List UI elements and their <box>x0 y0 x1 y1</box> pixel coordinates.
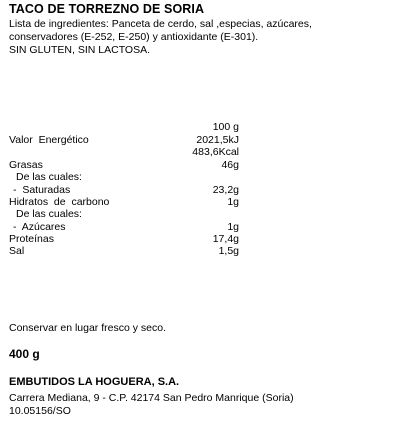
nutrient-name: - Azúcares <box>13 221 66 233</box>
nutrient-name: Sal <box>9 245 25 257</box>
nutrient-value: 1g <box>227 196 239 208</box>
energy-label: Valor Energético <box>9 134 89 146</box>
nutrient-value: 17,4g <box>212 233 239 245</box>
nutrient-value: 46g <box>221 159 239 171</box>
nutrient-name: Hidratos de carbono <box>9 196 110 208</box>
net-weight: 400 g <box>9 347 40 361</box>
nutrient-name: Grasas <box>9 159 43 171</box>
nutrient-value: 23,2g <box>212 184 239 196</box>
energy-kj: 2021,5kJ <box>196 134 239 146</box>
manufacturer-name: EMBUTIDOS LA HOGUERA, S.A. <box>9 376 180 388</box>
nutrition-energy-kcal-row <box>9 146 239 159</box>
energy-kcal: 483,6Kcal <box>192 146 239 158</box>
nutrient-value: 1g <box>227 221 239 233</box>
nutrition-row-of-which <box>9 171 239 184</box>
nutrition-per-header <box>9 121 239 134</box>
manufacturer-address: Carrera Mediana, 9 - C.P. 42174 San Pedro Manrique (Soria) <box>9 392 294 404</box>
product-title: TACO DE TORREZNO DE SORIA <box>9 2 205 16</box>
nutrient-value: 1,5g <box>218 245 239 257</box>
nutrient-name: De las cuales: <box>16 171 82 183</box>
ingredients-line-1: Lista de ingredientes: Panceta de cerdo, sal ,especias, azúcares, <box>9 18 312 30</box>
nutrition-per-label: 100 g <box>212 121 239 133</box>
nutrition-row-of-which-2 <box>9 208 239 221</box>
nutrient-name: Proteínas <box>9 233 54 245</box>
nutrient-name: - Saturadas <box>13 184 71 196</box>
nutrition-row-salt <box>9 245 239 258</box>
storage-instructions: Conservar en lugar fresco y seco. <box>9 322 166 334</box>
ingredients-block <box>9 18 394 57</box>
ingredients-line-2: conservadores (E-252, E-250) y antioxidante (E-301). <box>9 31 259 43</box>
manufacturer-registry: 10.05156/SO <box>9 405 71 417</box>
nutrient-name: De las cuales: <box>16 208 82 220</box>
allergen-note: SIN GLUTEN, SIN LACTOSA. <box>9 44 151 56</box>
